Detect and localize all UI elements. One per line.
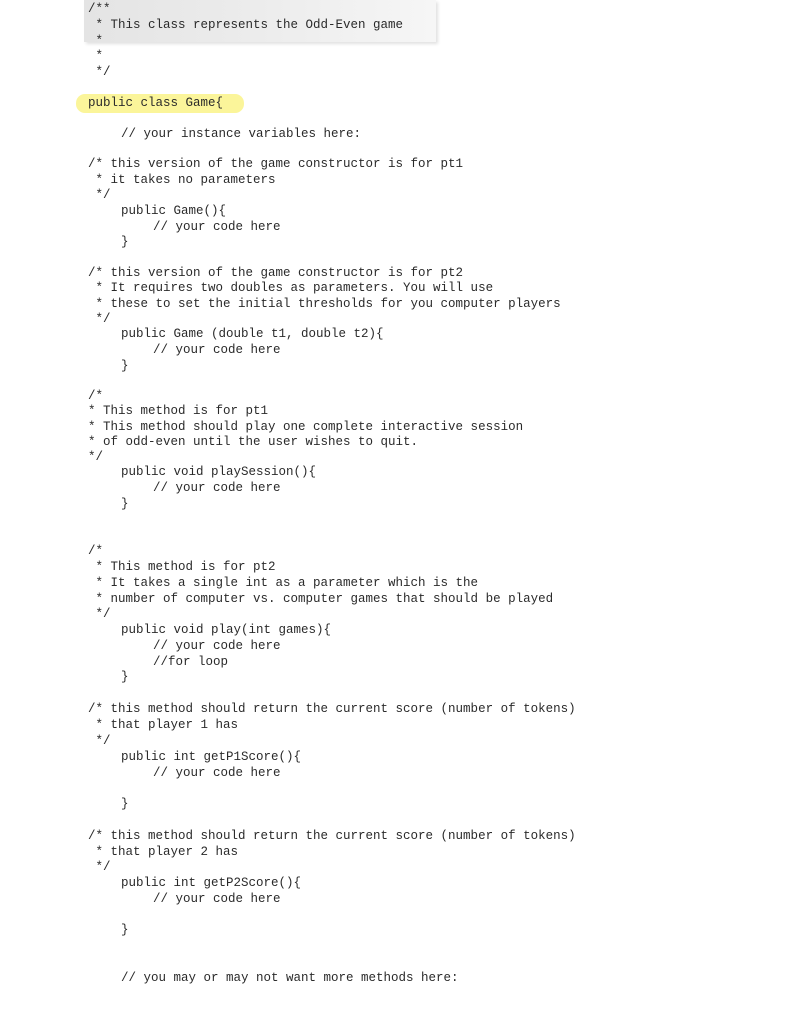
code-line: * that player 1 has [88, 718, 239, 732]
code-line: * [88, 34, 104, 48]
code-line: } [121, 359, 129, 373]
code-line: //for loop [153, 655, 229, 669]
code-line: * This method is for pt1 [88, 404, 269, 418]
code-line: */ [88, 607, 111, 621]
code-line: // your code here [153, 343, 281, 357]
code-line: public Game (double t1, double t2){ [121, 327, 384, 341]
code-line: public void play(int games){ [121, 623, 332, 637]
code-line: // your code here [153, 892, 281, 906]
code-line: } [121, 797, 129, 811]
code-line: } [121, 923, 129, 937]
code-line: * of odd-even until the user wishes to quit. [88, 435, 419, 449]
code-line: // your code here [153, 639, 281, 653]
code-line: /* [88, 544, 104, 558]
code-line: // your code here [153, 481, 281, 495]
code-line: public int getP2Score(){ [121, 876, 302, 890]
code-line: * it takes no parameters [88, 173, 276, 187]
code-line: } [121, 235, 129, 249]
code-line: // you may or may not want more methods here: [121, 971, 459, 985]
code-line: * This method should play one complete interactive session [88, 420, 524, 434]
code-line: * This class represents the Odd-Even game [88, 18, 404, 32]
code-line: */ [88, 312, 111, 326]
code-line: */ [88, 65, 111, 79]
code-line: public int getP1Score(){ [121, 750, 302, 764]
code-line: * [88, 49, 104, 63]
code-line: /* this method should return the current score (number of tokens) [88, 702, 576, 716]
code-line: /** [88, 2, 111, 16]
code-line: * This method is for pt2 [88, 560, 276, 574]
code-line: // your code here [153, 766, 281, 780]
code-line: // your code here [153, 220, 281, 234]
code-line: * It takes a single int as a parameter which is the [88, 576, 479, 590]
code-line: */ [88, 188, 111, 202]
class-declaration: public class Game{ [88, 96, 224, 110]
code-line: * these to set the initial thresholds for you computer players [88, 297, 561, 311]
code-line: public Game(){ [121, 204, 227, 218]
code-line: public void playSession(){ [121, 465, 317, 479]
code-line: /* [88, 389, 104, 403]
code-line: /* this version of the game constructor is for pt1 [88, 157, 464, 171]
code-line: * that player 2 has [88, 845, 239, 859]
code-line: */ [88, 734, 111, 748]
code-line: */ [88, 860, 111, 874]
code-line: */ [88, 450, 104, 464]
code-line: } [121, 497, 129, 511]
code-line: /* this version of the game constructor is for pt2 [88, 266, 464, 280]
code-line: } [121, 670, 129, 684]
code-line: /* this method should return the current score (number of tokens) [88, 829, 576, 843]
code-line: * number of computer vs. computer games that should be played [88, 592, 554, 606]
code-line: // your instance variables here: [121, 127, 362, 141]
code-line: * It requires two doubles as parameters. You will use [88, 281, 494, 295]
